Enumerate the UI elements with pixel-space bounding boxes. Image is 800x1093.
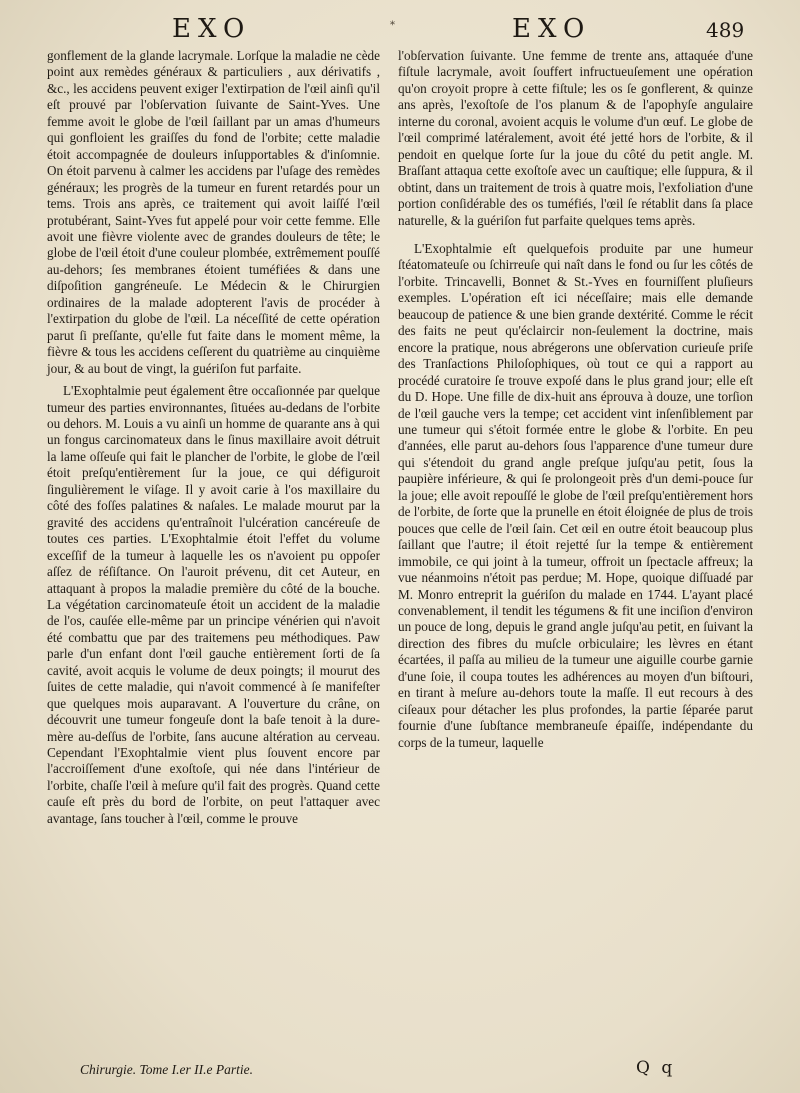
right-column: [398, 48, 753, 757]
page-number: 489: [706, 18, 745, 42]
header-right-word: EXO: [512, 14, 592, 44]
footer-signature-mark: Q q: [636, 1058, 676, 1078]
footer-signature-title: Chirurgie. Tome I.er II.e Partie.: [80, 1062, 253, 1077]
right-paragraph-2: L'Exophtalmie eſt quelquefois produite par une humeur ſtéatomateuſe ou ſchirreuſe qui naît dans le fond ou ſur les côtés de l'orbite. Trincavelli, Bonnet & St.-Yves en fourniſſent pluſieurs exemples. L'opération eſt ici néceſſaire; mais elle demande beaucoup de patience & une bien grande dextérité. Comme le récit des faits ne peut qu'éclaircir non-ſeulement la doctrine, mais encore la pratique, nous abrégerons une obſervation curieuſe priſe des Tranſactions Philoſophiques, où tout ce qui a rapport au procédé curatoire ſe trouve expoſé dans le plus grand jour; elle eſt du D. Hope. Une fille de dix-huit ans éprouva à douze, une torſion de l'œil gauche vers la tempe; cet accident vint inſenſiblement par une tumeur qui s'étoit formée entre le globe & l'orbite. En peu d'années, elle parut au-dehors ſous l'apparence d'une tumeur dure qui s'étendoit du grand angle preſque juſqu'au petit, ſous la paupière inférieure, & qui ſe prolongeoit près d'un demi-pouce ſur la joue; elle avoit repouſſé le globe de l'œil preſqu'entièrement hors de l'orbite, de ſorte que la prunelle en étoit éloignée de plus de trois pouces que celle de l'œil ſain. Cet œil en outre étoit beaucoup plus ſaillant que l'autre; il étoit rejetté ſur la tempe & entièrement immobile, ce qui joint à la tumeur, offroit un ſpectacle affreux; la vue néanmoins n'étoit pas perdue; M. Hope, quoique diſſuadé par M. Monro entreprit la guériſon du malade en 1744. L'ayant placé convenablement, il tendit les tégumens & fit une inciſion d'environ un pouce de long, depuis le grand angle juſqu'au petit, en ſuivant la direction des fibres du muſcle orbiculaire; les lèvres en étant écartées, il paſſa au milieu de la tumeur une aiguille courbe garnie d'une ſoie, il coupa toutes les adhérences au moyen d'un biſtouri, en tirant à meſure au-dehors toute la maſſe. Il eut recours à des ciſeaux pour détacher les plus profondes, la partie ſéparée parut fournie d'une ſubſtance membraneuſe épaiſſe, indépendante du corps de la tumeur, laquelle: [398, 240, 753, 750]
left-column: [47, 48, 380, 833]
right-paragraph-1: l'obſervation ſuivante. Une femme de trente ans, attaquée d'une fiſtule lacrymale, avoit ſouffert infructueuſement une opération qu'on croyoit propre à cette fiſtule; les os ſe gonflerent, & quinze ans après, l'exoſtoſe de l'os planum & de l'apophyſe angulaire interne du coronal, avoient acquis le volume d'un œuf. Le globe de l'œil comprimé latéralement, avoit été jetté hors de l'orbite, & il pendoit en quelque ſorte ſur la joue du côté du petit angle. M. Braſſant attaqua cette exoſtoſe avec un cauſtique; elle ſuppura, & il obtint, dans un traitement de trois à quatre mois, l'exfoliation d'une portion conſidérable des os tuméfiés, l'œil ſe rétablit dans ſa place naturelle, & la guériſon fut parfaite quelques tems après.: [398, 48, 753, 228]
header-left-word: EXO: [172, 14, 252, 44]
left-paragraph-2: L'Exophtalmie peut également être occaſionnée par quelque tumeur des parties environnantes, ſituées au-dedans de l'orbite ou dehors. M. Louis a vu ainſi un homme de quarante ans à qui un fongus carcinomateux dans le ſinus maxillaire avoit détruit la lame oſſeuſe qui fait le plancher de l'orbite, le globe de l'œil étoit preſqu'entièrement ſur la joue, ce qui défiguroit ſingulièrement le viſage. Il y avoit carie à l'os maxillaire du côté des foſſes palatines & naſales. Le malade mourut par la gravité des accidens qu'entraînoit l'ulcération cancéreuſe de toutes ces parties. L'Exophtalmie étoit l'effet du volume exceſſif de la tumeur à laquelle les os n'avoient pu oppoſer aſſez de réſiſtance. On l'auroit prévenu, dit cet Auteur, en attaquant à propos la maladie première du côté de la bouche. La végétation carcinomateuſe étoit un accident de la maladie de l'os, cauſée elle-même par un principe vénérien qui n'avoit été combattu que par des traitemens peu méthodiques. Paw parle d'un enfant dont l'œil gauche entièrement ſorti de ſa cavité, avoit acquis le volume de deux poingts; il mourut des ſuites de cette maladie, qui n'avoit commencé à ſe manifeſter que quelques mois auparavant. A l'ouverture du crâne, on découvrit une tumeur fongeuſe dont la baſe tenoit à la dure-mère au-deſſus de l'orbite, ſans aucune altération au cerveau. Cependant l'Exophtalmie vient plus ſouvent encore par l'accroiſſement d'une exoſtoſe, qui née dans l'intérieur de l'orbite, chaſſe l'œil à meſure qu'il fait des progrès. Quand cette cauſe eſt près du bord de l'orbite, on peut l'attaquer avec avantage, ſans toucher à l'œil, comme le prouve: [47, 383, 380, 826]
left-paragraph-1: gonflement de la glande lacrymale. Lorſque la maladie ne cède point aux remèdes généraux & particuliers , aux dérivatifs , &c., les accidens peuvent exiger l'extirpation de l'œil ainſi qu'il eſt prouvé par l'obſervation ſuivante de Saint-Yves. Une femme avoit le globe de l'œil ſaillant par un amas d'humeurs qui gonfloient les graiſſes du fond de l'orbite; cette maladie étoit accompagnée de douleurs inſupportables & d'inſomnie. On étoit parvenu à calmer les accidens par l'uſage des remèdes généraux; les progrès de la tumeur en furent retardés pour un tems. Trois ans après, ce traitement qui avoit laiſſé l'œil protubérant, Saint-Yves fut appelé pour voir cette femme. Elle avoit une fièvre violente avec de grandes douleurs de tête; le globe de l'œil étoit d'une couleur plombée, extrêmement pouſſé au-dehors; ſes membranes étoient tuméfiées & dans une diſpoſition gangréneuſe. Le Médecin & le Chirurgien ordinaires de la malade adopterent l'avis de procéder à l'extirpation du globe de l'œil. La néceſſité de cette opération parut ſi preſſante, qu'elle fut faite dans le moment même, la fièvre & tous les accidens ceſſerent du quatrième au cinquième jour, & au bout de vingt, la guériſon fut parfaite.: [47, 48, 380, 376]
running-header: [0, 14, 800, 50]
header-ornament: *: [390, 20, 395, 31]
